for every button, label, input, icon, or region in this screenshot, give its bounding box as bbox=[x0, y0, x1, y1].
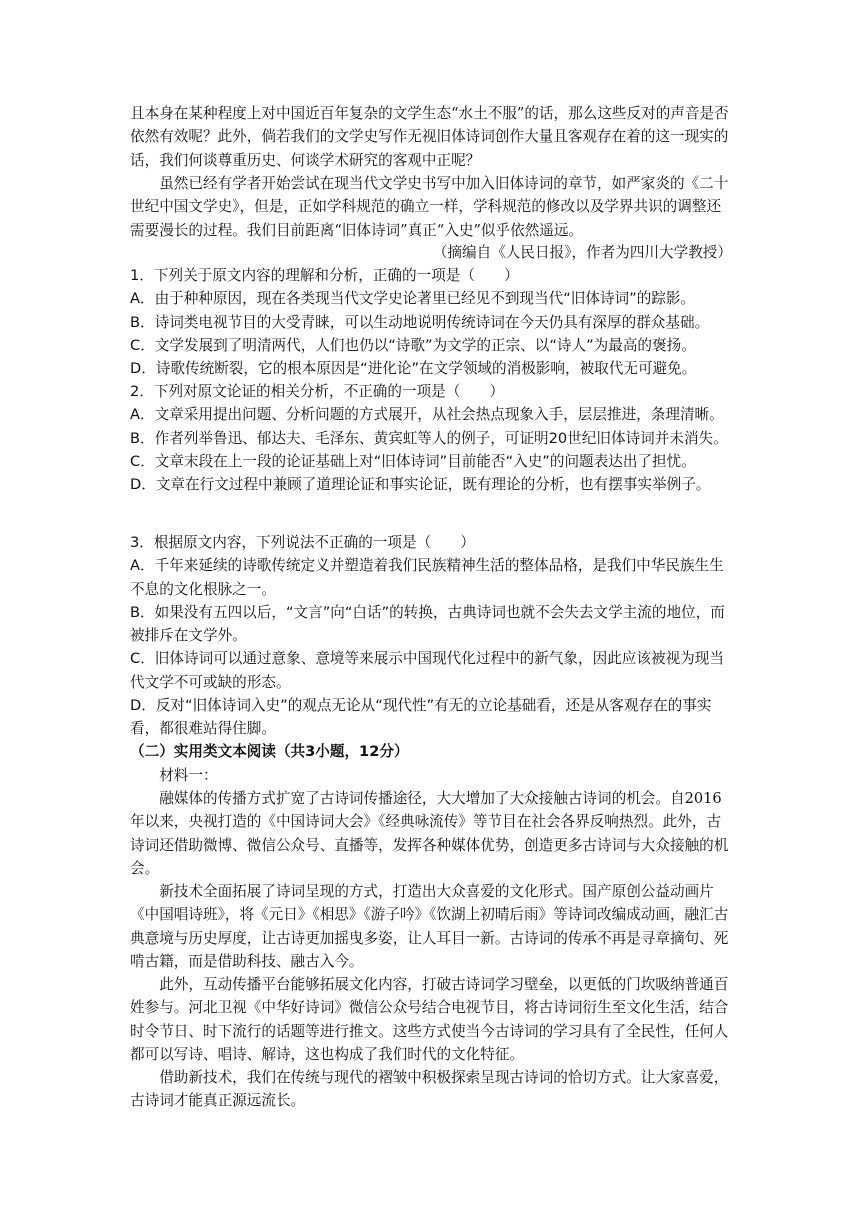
passage-source bbox=[130, 241, 732, 264]
question-stem: 1．下列关于原文内容的理解和分析，正确的一项是（ ） bbox=[130, 267, 519, 284]
material-paragraph-4 bbox=[130, 1066, 732, 1113]
question-2 bbox=[130, 380, 732, 496]
option-c: C．文章末段在上一段的论证基础上对“旧体诗词”目前能否“入史”的问题表达出了担忧。 bbox=[130, 452, 696, 470]
option-c: C．旧体诗词可以通过意象、意境等来展示中国现代化过程中的新气象，因此应该被视为现当代文学不可或缺的形态。 bbox=[130, 650, 724, 691]
question-stem: 2．下列对原文论证的相关分析，不正确的一项是（ ） bbox=[130, 383, 505, 400]
section-heading: （二）实用类文本阅读（共3小题，12分） bbox=[130, 743, 409, 760]
option-c: C．文学发展到了明清两代，人们也仍以“诗歌”为文学的正宗、以“诗人”为最高的褒扬。 bbox=[130, 336, 696, 354]
passage-paragraph: 且本身在某种程度上对中国近百年复杂的文学生态“水土不服”的话，那么这些反对的声音是否依然有效呢？此外，倘若我们的文学史写作无视旧体诗词创作大量且客观存在着的这一现实的话，我们何谈尊重历史、何谈学术研究的客观中正呢？ bbox=[130, 105, 729, 169]
material-label-block bbox=[130, 764, 732, 787]
option-b: B．诗词类电视节目的大受青睐，可以生动地说明传统诗词在今天仍具有深厚的群众基础。 bbox=[130, 313, 710, 331]
material-paragraph: 此外，互动传播平台能够拓展文化内容，打破古诗词学习壁垒，以更低的门坎吸纳普通百姓参与。河北卫视《中华好诗词》微信公众号结合电视节目，将古诗词衍生至文化生活，结合时令节日、时下流行的话题等进行推文。这些方式使当今古诗词的学习具有了全民性，任何人都可以写诗、唱诗、解诗，这也构成了我们时代的文化特征。 bbox=[130, 976, 729, 1063]
material-paragraph: 融媒体的传播方式扩宽了古诗词传播途径，大大增加了大众接触古诗词的机会。自2016年以来，央视打造的《中国诗词大会》《经典咏流传》等节目在社会各界反响热烈。此外，古诗词还借助微博、微信公众号、直播等，发挥各种媒体优势，创造更多古诗词与大众接触的机会。 bbox=[130, 790, 729, 877]
section-2-heading bbox=[130, 740, 732, 763]
material-paragraph-1 bbox=[130, 787, 732, 880]
option-a: A．文章采用提出问题、分析问题的方式展开，从社会热点现象入手，层层推进，条理清晰。 bbox=[130, 406, 724, 424]
passage-last-paragraph bbox=[130, 172, 732, 242]
question-stem: 3．根据原文内容，下列说法不正确的一项是（ ） bbox=[130, 534, 475, 551]
option-d: D．反对“旧体诗词入史”的观点无论从“现代性”有无的立论基础看，还是从客观存在的事实看，都很难站得住脚。 bbox=[130, 697, 712, 738]
passage-continuation bbox=[130, 102, 732, 172]
material-paragraph-2 bbox=[130, 880, 732, 973]
source-citation: （摘编自《人民日报》，作者为四川大学教授） bbox=[432, 244, 732, 261]
option-b: B．作者列举鲁迅、郁达夫、毛泽东、黄宾虹等人的例子，可证明20世纪旧体诗词并未消失。 bbox=[130, 429, 728, 447]
option-a: A．千年来延续的诗歌传统定义并塑造着我们民族精神生活的整体品格，是我们中华民族生生不息的文化根脉之一。 bbox=[130, 557, 724, 598]
option-d: D．诗歌传统断裂，它的根本原因是“进化论”在文学领域的消极影响，被取代无可避免。 bbox=[130, 360, 697, 378]
option-a: A．由于种种原因，现在各类现当代文学史论著里已经见不到现当代“旧体诗词”的踪影。 bbox=[130, 290, 696, 308]
option-d: D．文章在行文过程中兼顾了道理论证和事实论证，既有理论的分析，也有摆事实举例子。 bbox=[130, 476, 711, 494]
question-3 bbox=[130, 531, 732, 741]
passage-paragraph: 虽然已经有学者开始尝试在现当代文学史书写中加入旧体诗词的章节，如严家炎的《二十世纪中国文学史》，但是，正如学科规范的确立一样，学科规范的修改以及学界共识的调整还需要漫长的过程。我们目前距离“旧体诗词”真正“入史”似乎依然遥远。 bbox=[130, 175, 729, 239]
material-label: 材料一： bbox=[159, 767, 218, 784]
option-b: B．如果没有五四以后，“文言”向“白话”的转换，古典诗词也就不会失去文学主流的地位，而被排斥在文学外。 bbox=[130, 603, 725, 645]
material-paragraph: 新技术全面拓展了诗词呈现的方式，打造出大众喜爱的文化形式。国产原创公益动画片《中国唱诗班》，将《元日》《相思》《游子吟》《饮湖上初晴后雨》等诗词改编成动画，融汇古典意境与历史厚度，让古诗更加摇曳多姿，让人耳目一新。古诗词的传承不再是寻章摘句、死啃古籍，而是借助科技、融古入今。 bbox=[130, 883, 729, 970]
material-paragraph-3 bbox=[130, 973, 732, 1066]
material-paragraph: 借助新技术，我们在传统与现代的褶皱中积极探索呈现古诗词的恰切方式。让大家喜爱，古诗词才能真正源远流长。 bbox=[130, 1069, 729, 1110]
question-1 bbox=[130, 264, 732, 380]
